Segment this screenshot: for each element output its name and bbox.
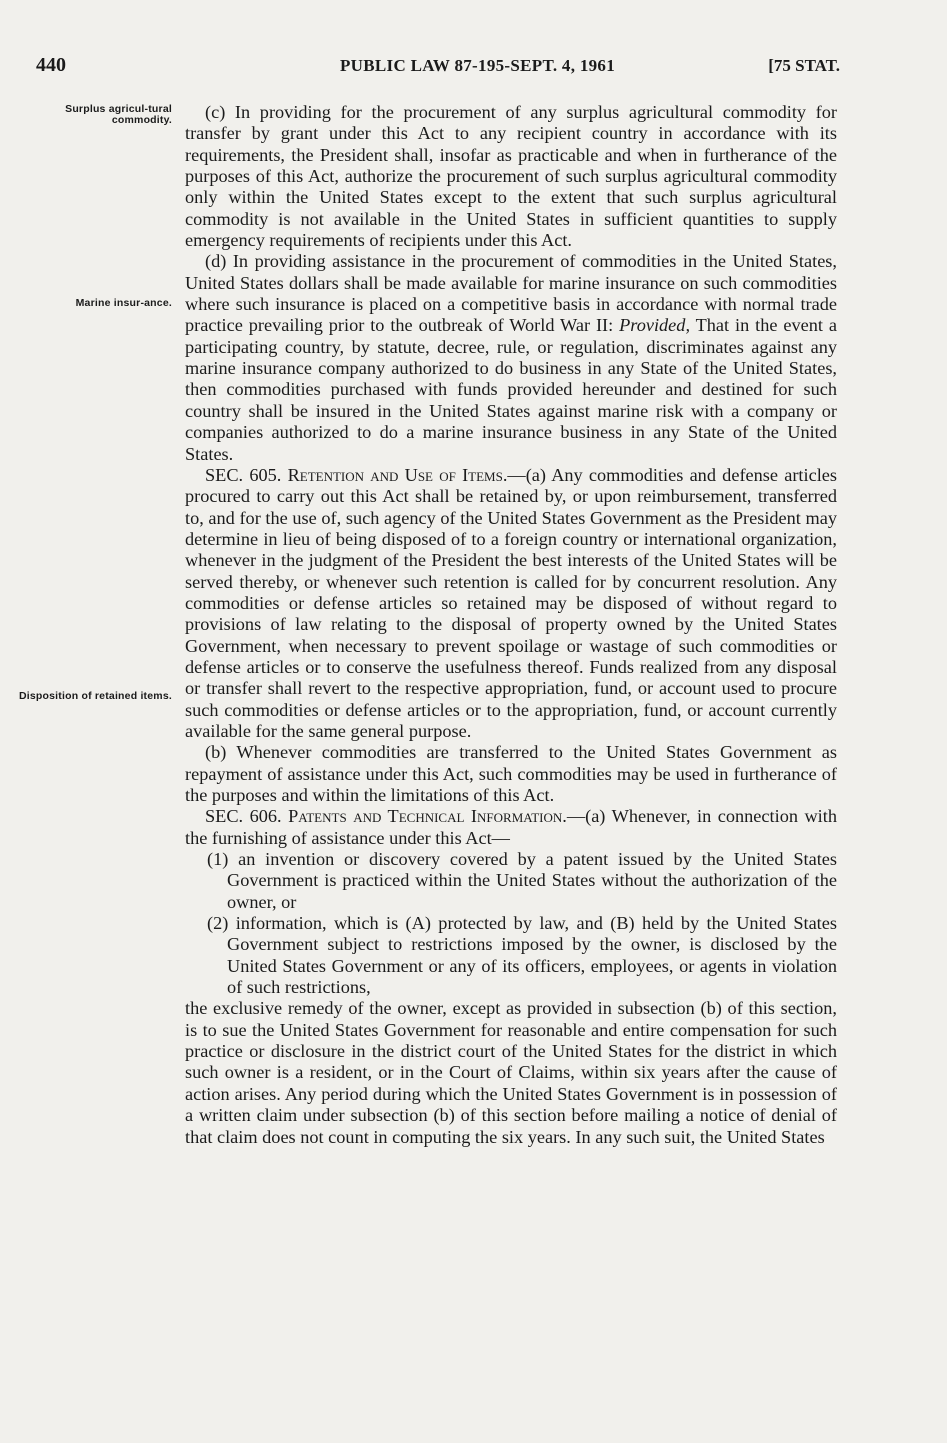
section-606-item-2: (2) information, which is (A) protected by law, and (B) held by the United States Government subject to restrictions imposed by the owner, is disclosed by the United States Government or any of its officers, employees, or agents in violation of such restrictions, <box>207 913 837 998</box>
margin-note-surplus: Surplus agricul-tural commodity. <box>65 103 172 126</box>
statute-body <box>185 102 837 1148</box>
section-606-label: SEC. 606. <box>205 806 282 827</box>
margin-note-marine: Marine insur-ance. <box>75 297 172 309</box>
section-606-continuation: the exclusive remedy of the owner, except as provided in subsection (b) of this section, is to sue the United States Government for reasonable and entire compensation for such practice or disclosure in the district court of the United States for the district in which such owner is a resident, or in the Court of Claims, within six years after the cause of action arises. Any period during which the United States Government is in possession of a written claim under subsection (b) of this section before mailing a notice of denial of that claim does not count in computing the six years. In any such suit, the United States <box>185 998 837 1147</box>
section-605 <box>185 465 837 742</box>
page-header <box>36 54 840 80</box>
provided-proviso: Provided, <box>619 315 691 336</box>
paragraph-d-part1: (d) In providing assistance in the procurement of commodities in the United States, United States dollars shall be made available for marine insurance on such commodities where such insurance is placed on a competitive basis in accordance with normal trade practice prevailing prior to the outbreak of World War II: <box>185 251 837 336</box>
page-number: 440 <box>36 54 66 76</box>
section-606-text: —(a) Whenever, in connection with the furnishing of assistance under this Act— <box>185 806 837 848</box>
margin-note-disposition: Disposition of retained items. <box>18 690 172 702</box>
paragraph-c: (c) In providing for the procurement of any surplus agricultural commodity for transfer by grant under this Act to any recipient country in accordance with its requirements, the President shall, insofar as practicable and when in furtherance of the purposes of this Act, authorize the procurement of such surplus agricultural commodity only within the United States except to the extent that such surplus agricultural commodity is not available in the United States in sufficient quantities to supply emergency requirements of recipients under this Act. <box>185 102 837 251</box>
section-606-heading: Patents and Technical Information. <box>288 806 567 827</box>
running-title: PUBLIC LAW 87-195-SEPT. 4, 1961 <box>340 56 616 75</box>
section-606 <box>185 806 837 849</box>
paragraph-d-part2: That in the event a participating country, by statute, decree, rule, or regulation, discriminates against any marine insurance company authorized to do business in any State of the United States, then commodities purchased with funds provided hereunder and destined for such country shall be insured in the United States against marine risk with a company or companies authorized to do a marine insurance business in any State of the United States. <box>185 315 837 464</box>
section-605-b: (b) Whenever commodities are transferred to the United States Government as repayment of assistance under this Act, such commodities may be used in furtherance of the purposes and within the limitations of this Act. <box>185 742 837 805</box>
section-605-label: SEC. 605. <box>205 464 282 485</box>
section-606-item-1: (1) an invention or discovery covered by a patent issued by the United States Government is practiced within the United States without the authorization of the owner, or <box>207 849 837 912</box>
paragraph-d <box>185 251 837 464</box>
section-605-text: —(a) Any commodities and defense articles procured to carry out this Act shall be retained by, or upon reimbursement, transferred to, and for the use of, such agency of the United States Government as the President may determine in lieu of being disposed of to a foreign country or international organization, whenever in the judgment of the President the best interests of the United States will be served thereby, or whenever such retention is called for by concurrent resolution. Any commodities or defense articles so retained may be disposed of without regard to provisions of law relating to the disposal of property owned by the United States Government, when necessary to prevent spoilage or wastage of such commodities or defense articles or to conserve the usefulness thereof. Funds realized from any disposal or transfer shall revert to the respective appropriation, fund, or account used to procure such commodities or defense articles or to the appropriation, fund, or account currently available for the same general purpose. <box>185 464 838 741</box>
volume-reference: [75 STAT. <box>768 56 840 75</box>
section-605-heading: Retention and Use of Items. <box>287 464 508 485</box>
